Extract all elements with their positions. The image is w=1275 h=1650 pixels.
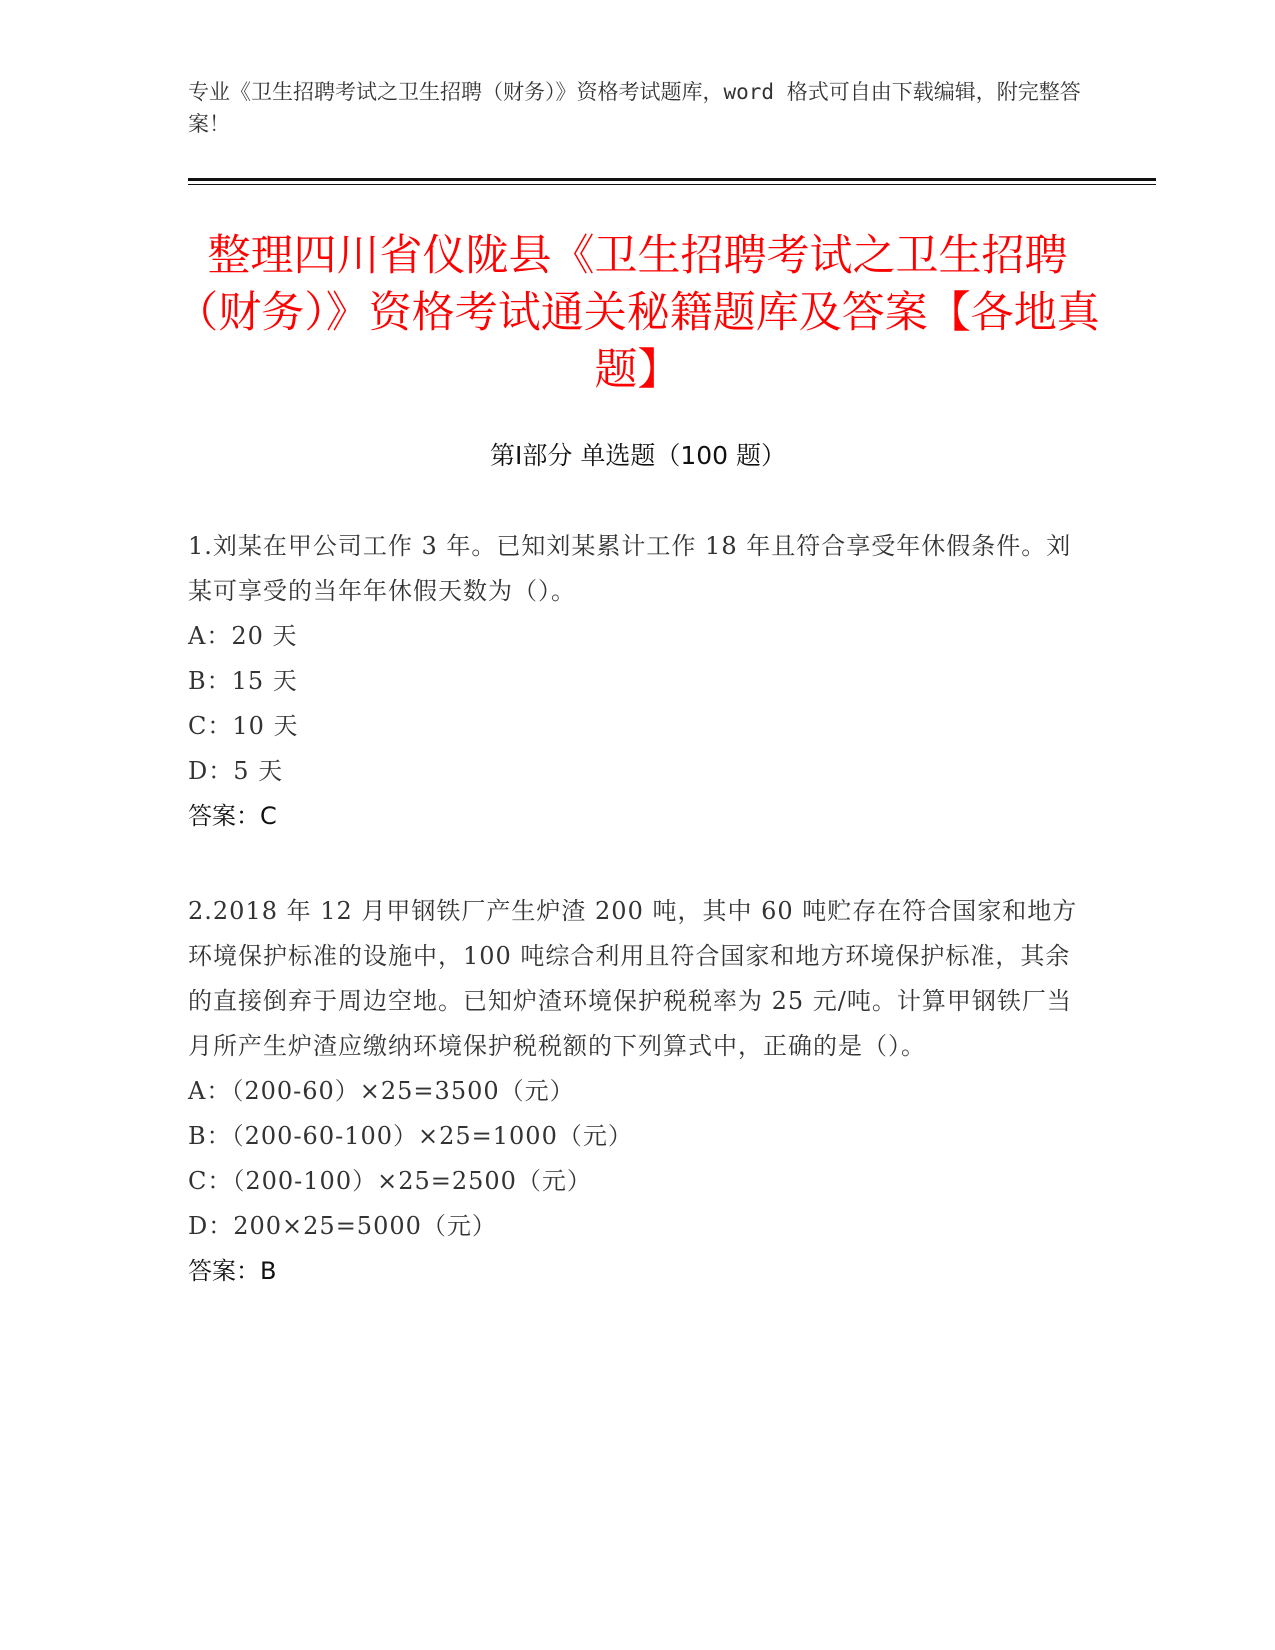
header-divider-thick [188, 178, 1156, 181]
header-note: 专业《卫生招聘考试之卫生招聘（财务）》资格考试题库，word 格式可自由下载编辑，附完整答案！ [188, 80, 1081, 136]
question-1 [188, 524, 1088, 839]
section-heading: 第Ⅰ部分 单选题（100 题） [490, 441, 786, 470]
answer: 答案：C [188, 802, 277, 830]
option-a: A：20 天 [188, 622, 298, 650]
option-b: B：（200-60-100）×25=1000（元） [188, 1122, 633, 1150]
header-divider-thin [188, 184, 1156, 185]
option-a: A：（200-60）×25=3500（元） [188, 1077, 575, 1105]
question-stem: 1.刘某在甲公司工作 3 年。已知刘某累计工作 18 年且符合享受年休假条件。刘某可享受的当年年休假天数为（）。 [188, 532, 1072, 605]
option-d: D：200×25=5000（元） [188, 1212, 497, 1240]
option-b: B：15 天 [188, 667, 298, 695]
document-title: 整理四川省仪陇县《卫生招聘考试之卫生招聘（财务）》资格考试通关秘籍题库及答案【各地真题】 [175, 231, 1100, 395]
option-c: C：（200-100）×25=2500（元） [188, 1167, 592, 1195]
question-stem: 2.2018 年 12 月甲钢铁厂产生炉渣 200 吨，其中 60 吨贮存在符合国家和地方环境保护标准的设施中，100 吨综合利用且符合国家和地方环境保护标准，其余的直接倒弃于周边空地。已知炉渣环境保护税税率为 25 元/吨。计算甲钢铁厂当月所产生炉渣应缴纳环境保护税税额的下列算式中，正确的是（）。 [188, 897, 1078, 1060]
option-d: D：5 天 [188, 757, 284, 785]
option-c: C：10 天 [188, 712, 299, 740]
question-2 [188, 889, 1088, 1294]
answer: 答案：B [188, 1257, 277, 1285]
